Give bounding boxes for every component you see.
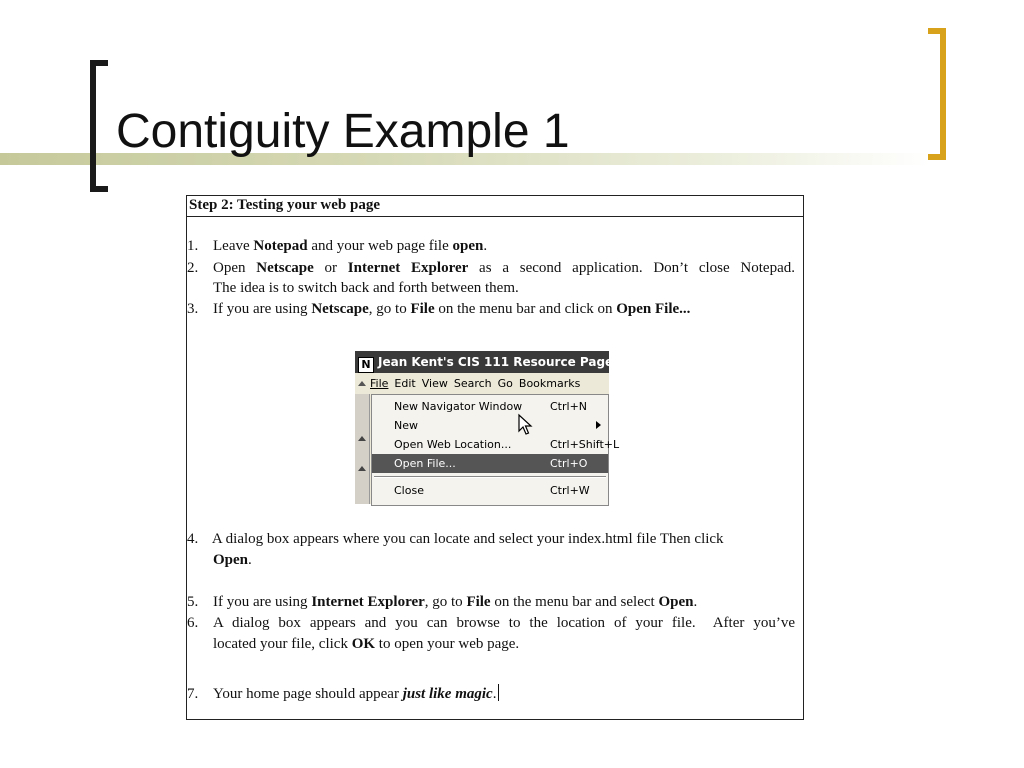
menu-edit: Edit [394,377,416,390]
submenu-arrow-icon [596,421,601,429]
menu-bar [355,373,609,394]
left-bracket-decoration [90,60,108,192]
window-title-bar [355,351,623,373]
menu-item-open-web-location: Open Web Location... Ctrl+Shift+L [394,438,620,451]
slide-title: Contiguity Example 1 [116,105,570,158]
menu-item-new: New [372,416,608,435]
right-bracket-decoration [928,28,946,160]
menu-item-new-navigator-window: New Navigator Window Ctrl+N [394,400,588,413]
menu-view: View [421,377,448,390]
netscape-n-icon: N [358,357,374,373]
menu-separator [374,476,606,478]
text-cursor-icon [498,684,499,701]
collapse-arrow-icon [358,466,366,471]
menu-bookmarks: Bookmarks [518,377,581,390]
file-menu-dropdown [371,394,620,506]
document-excerpt: Step 2: Testing your web page 1. Leave Notepad and your web page file open. 2. Open Netscape or Internet Explorer as a second application. Don’t close Notepad. The idea is to switch back and forth between them. 3. If you are using Netscape, go to File on the menu bar and click on Open File... N Jean Kent's CIS 111 Resource Page - File Edit View Search Go Bookmarks New Navigator Window Ctrl+N New Open Web Location... Ctrl+Shift+L Open File... Ctrl+O Close Ctrl+W 4. A dialog box appears where you can locate and select your index.html file Then click Open. 5. If you are using Internet Explorer, go to File on the menu bar and select Open. 6. A dialog box appears and you can browse to the location of your file. After you’ve located your file, click OK to open your web page. 7. Your home page should appear just like magic. [186,195,804,720]
step-heading: Step 2: Testing your web page [187,196,803,217]
mouse-pointer-icon [518,414,534,436]
menu-item-open-file: Open File... Ctrl+O [372,454,608,473]
netscape-file-menu-screenshot [355,351,623,504]
menu-search: Search [453,377,492,390]
menu-file: File [370,377,389,390]
collapse-arrow-icon [358,436,366,441]
menu-go: Go [497,377,513,390]
toolbar-strip [355,394,370,504]
window-title: Jean Kent's CIS 111 Resource Page - [378,355,623,369]
menu-item-close: Close Ctrl+W [394,484,590,497]
scroll-up-arrow-icon [358,381,366,386]
